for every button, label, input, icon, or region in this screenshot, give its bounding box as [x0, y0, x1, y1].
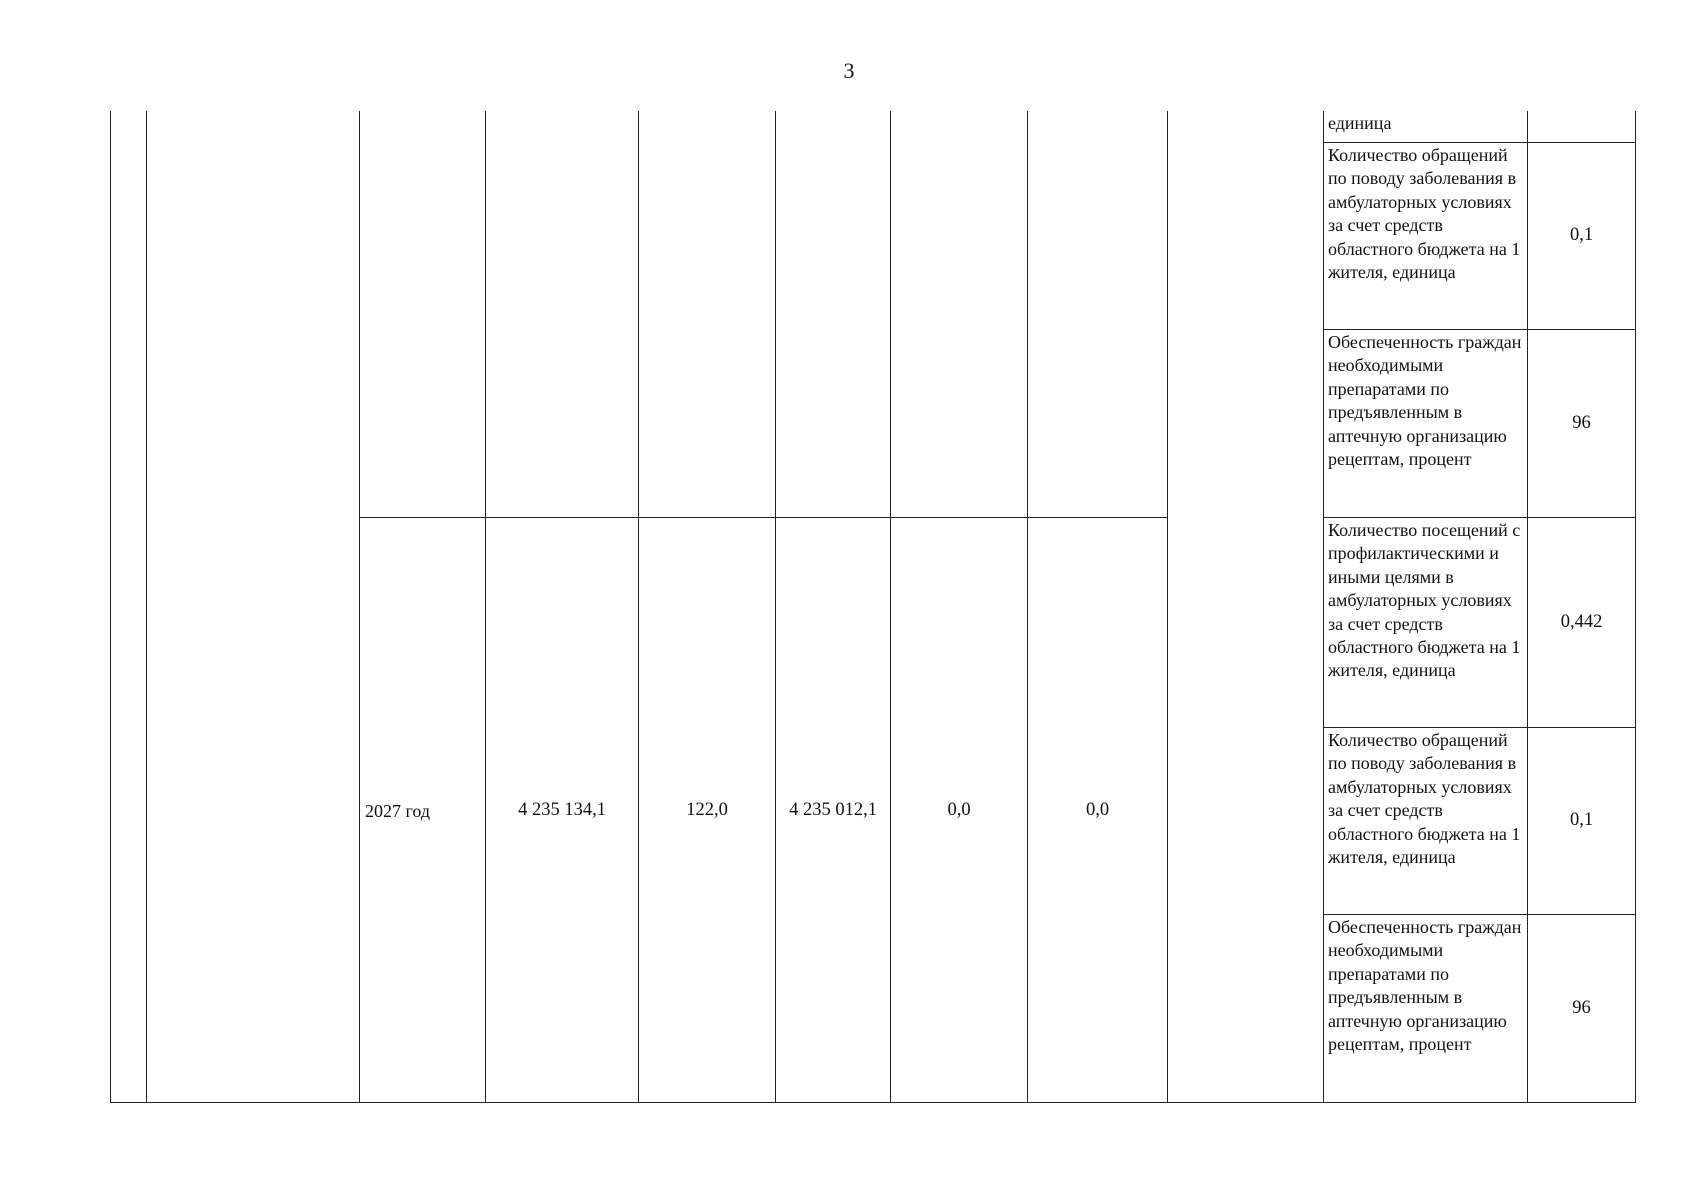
col-border	[775, 111, 776, 1102]
row-border	[1323, 914, 1636, 915]
row-border	[1323, 727, 1636, 728]
value-col-d: 0,0	[947, 800, 971, 820]
col-border	[1323, 111, 1324, 1102]
row-border	[359, 517, 1167, 518]
indicator-label: Количество обращений по поводу заболевания в амбулаторных условиях за счет средств областного бюджета на 1 жителя, единица	[1328, 730, 1521, 868]
col-border	[485, 111, 486, 1102]
value-col-b: 122,0	[686, 800, 728, 820]
col-border	[1527, 111, 1528, 1102]
indicator-value: 0,1	[1569, 225, 1594, 245]
indicator-value: 0,1	[1569, 810, 1594, 830]
row-border	[1323, 329, 1636, 330]
indicator-label: Обеспеченность граждан необходимыми препаратами по предъявленным в аптечную организацию рецептам, процент	[1328, 332, 1522, 470]
col-border	[638, 111, 639, 1102]
col-border	[146, 111, 147, 1102]
col-border	[1027, 111, 1028, 1102]
indicator-value: 0,442	[1560, 612, 1603, 632]
col-border	[1167, 111, 1168, 1102]
page-number: 3	[843, 58, 855, 83]
indicator-label: Количество обращений по поводу заболевания в амбулаторных условиях за счет средств областного бюджета на 1 жителя, единица	[1328, 145, 1521, 283]
indicator-label: единица	[1328, 113, 1392, 133]
budget-table	[110, 111, 1636, 1102]
indicator-value: 96	[1572, 413, 1591, 433]
col-border	[110, 111, 111, 1102]
col-border	[890, 111, 891, 1102]
col-border	[359, 111, 360, 1102]
value-col-c: 4 235 012,1	[789, 800, 877, 820]
col-border	[1635, 111, 1636, 1102]
value-col-e: 0,0	[1085, 800, 1110, 820]
indicator-value: 96	[1572, 998, 1591, 1018]
row-border	[1323, 142, 1636, 143]
year-label: 2027 год	[365, 801, 431, 821]
row-border	[110, 1102, 1636, 1103]
indicator-label: Обеспеченность граждан необходимыми препаратами по предъявленным в аптечную организацию рецептам, процент	[1328, 917, 1522, 1055]
row-border	[1323, 517, 1636, 518]
total-value: 4 235 134,1	[518, 800, 606, 820]
indicator-label: Количество посещений с профилактическими и иными целями в амбулаторных условиях за счет средств областного бюджета на 1 жителя, единица	[1328, 520, 1521, 681]
